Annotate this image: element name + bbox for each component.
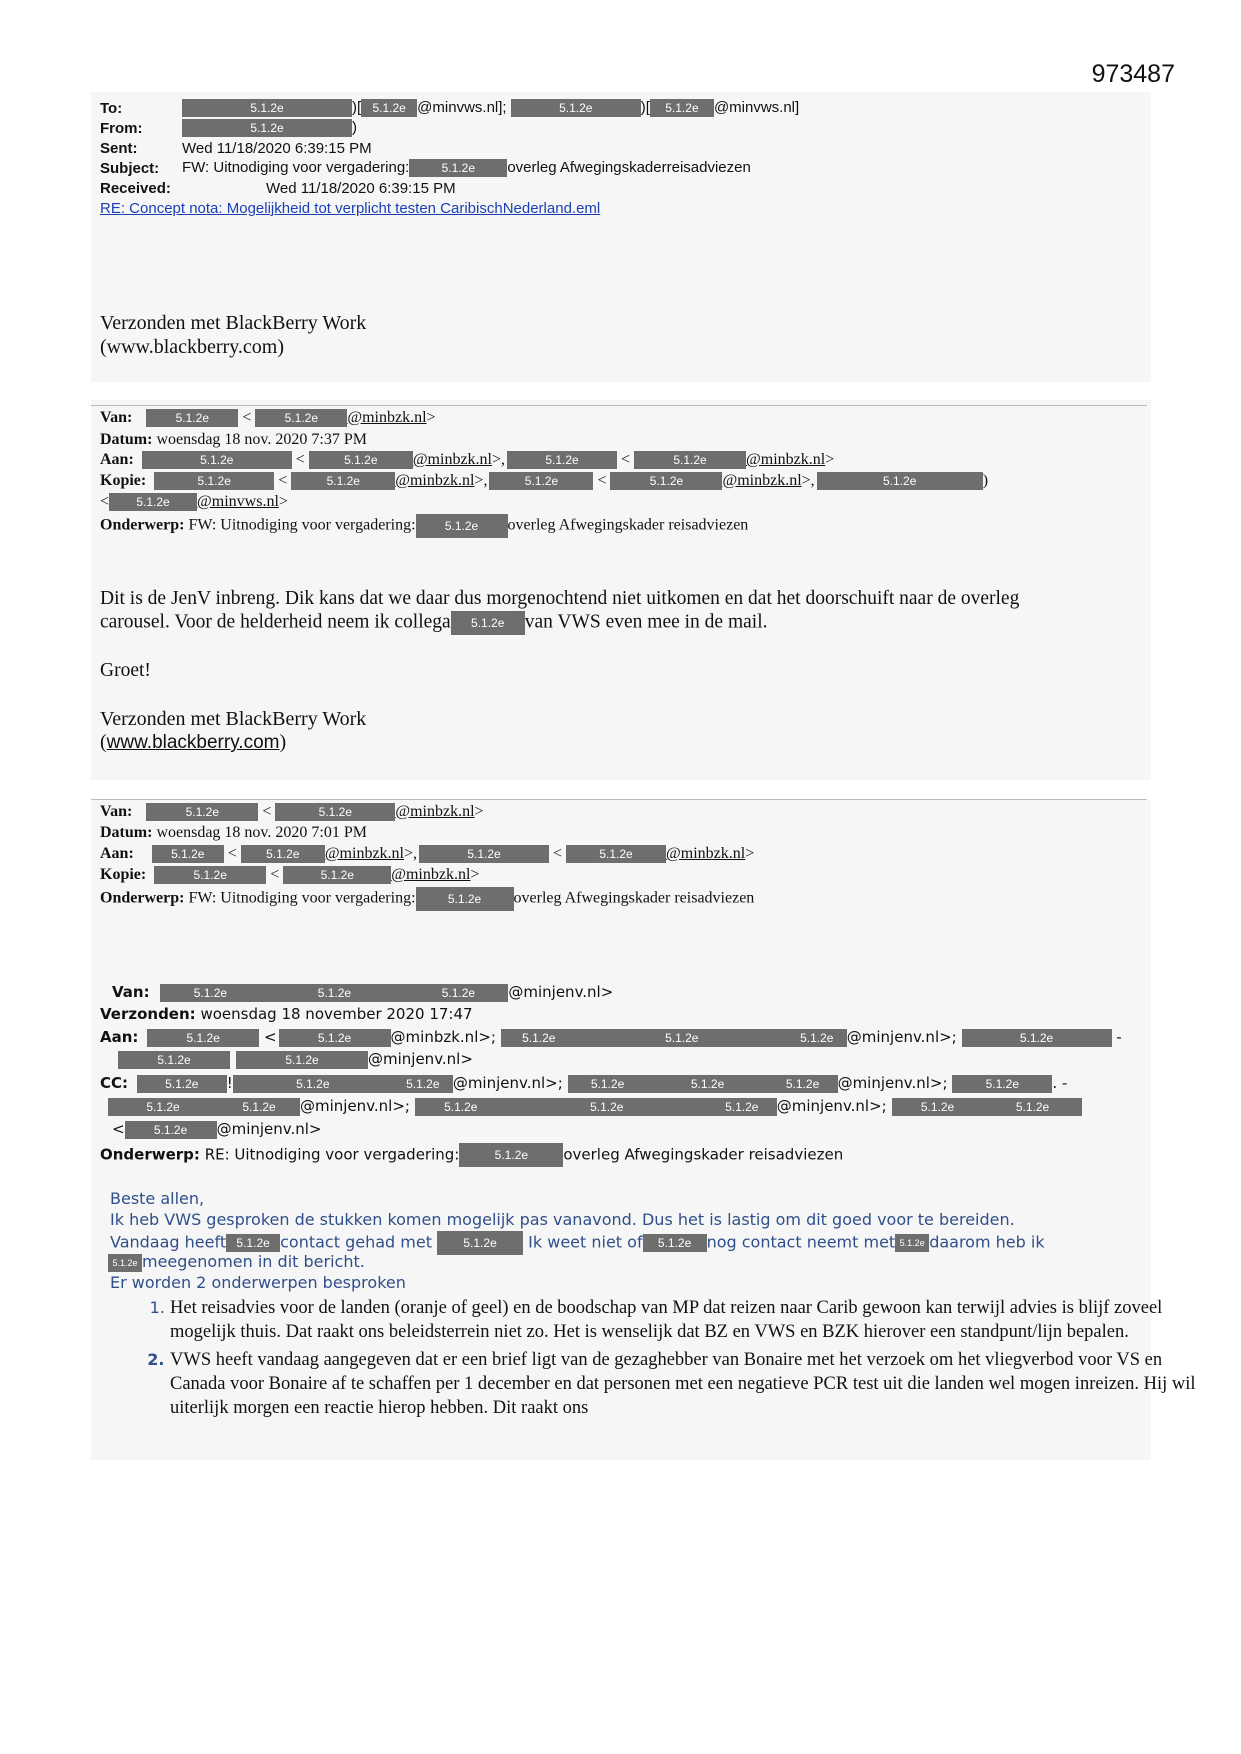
redaction: 5.1.2e <box>566 845 666 863</box>
email-address[interactable]: @minbzk.nl <box>347 409 427 426</box>
msg2-aan-row: Aan: 5.1.2e < 5.1.2e @minbzk.nl>, 5.1.2e < 5.1.2e @minbzk.nl> <box>100 845 755 862</box>
redaction: 5.1.2e <box>154 866 266 884</box>
attachment-link[interactable]: RE: Concept nota: Mogelijkheid tot verplicht testen CaribischNederland.eml <box>100 200 601 217</box>
redaction: 5.1.2e <box>279 1029 391 1047</box>
redaction: 5.1.2e <box>415 1098 507 1116</box>
redaction: 5.1.2e <box>108 1098 218 1116</box>
to-label: To: <box>100 100 123 117</box>
redaction: 5.1.2e <box>643 1234 707 1252</box>
redaction: 5.1.2e <box>451 611 525 635</box>
onderwerp-label: Onderwerp: <box>100 516 185 534</box>
header-subject-row <box>100 160 159 177</box>
redaction: 5.1.2e <box>118 1051 230 1069</box>
redaction: 5.1.2e <box>125 1121 217 1139</box>
msg3-verzonden-row <box>100 1005 473 1023</box>
redaction: 5.1.2e <box>146 803 258 821</box>
msg3-cc-row2 <box>108 1097 1082 1116</box>
redaction: 5.1.2e <box>507 1098 707 1116</box>
kopie-label: Kopie: <box>100 472 147 489</box>
onderwerp-suffix: overleg Afwegingskader reisadviezen <box>563 1145 844 1164</box>
redaction: 5.1.2e <box>408 984 508 1002</box>
email-address: @minjenv.nl>; <box>452 1074 563 1092</box>
redaction: 5.1.2e <box>137 1075 227 1093</box>
header-from-row <box>100 120 143 137</box>
signature-line: Verzonden met BlackBerry Work <box>100 708 367 730</box>
redaction: 5.1.2e <box>309 451 413 469</box>
redaction: 5.1.2e <box>255 409 347 427</box>
onderwerp-label: Onderwerp: <box>100 889 185 907</box>
kopie-label: Kopie: <box>100 866 147 883</box>
redaction: 5.1.2e <box>291 472 395 490</box>
datum-value: woensdag 18 nov. 2020 7:37 PM <box>156 431 367 448</box>
msg1-van-row: Van: 5.1.2e < 5.1.2e @minbzk.nl> <box>100 409 436 426</box>
redaction: 5.1.2e <box>393 1075 453 1093</box>
redaction: 5.1.2e <box>984 1098 1082 1116</box>
sent-label: Sent: <box>100 140 138 157</box>
redaction: 5.1.2e <box>459 1143 563 1167</box>
redaction: 5.1.2e <box>218 1098 300 1116</box>
msg2-onderwerp-row <box>100 887 754 911</box>
redaction: 5.1.2e <box>236 1051 368 1069</box>
list-item: 1. Het reisadvies voor de landen (oranje of geel) en de boodschap van MP dat reizen naar Carib gewoon kan terwijl advies is blijf zoveel mogelijk thuis. Dat raakt ons beleidsterrein niet zo. Het is wenselijk dat BZ en VWS en BZK hierover een standpunt/lijn bepalen. <box>170 1296 1200 1344</box>
van-label: Van: <box>112 983 150 1001</box>
msg3-van-row <box>112 983 613 1002</box>
msg3-aan-row2 <box>118 1050 473 1069</box>
aan-label: Aan: <box>100 845 134 862</box>
separator <box>91 799 1147 800</box>
msg1-onderwerp-row <box>100 514 748 538</box>
verzonden-value: woensdag 18 november 2020 17:47 <box>200 1005 473 1023</box>
onderwerp-suffix: overleg Afwegingskader reisadviezen <box>507 516 749 534</box>
redaction: 5.1.2e <box>577 1029 787 1047</box>
aan-label: Aan: <box>100 451 134 468</box>
email-address[interactable]: @minbzk.nl <box>391 866 471 883</box>
msg3-paragraph <box>108 1252 365 1272</box>
email-address[interactable]: @minbzk.nl <box>746 451 826 468</box>
subject-label: Subject: <box>100 160 160 177</box>
verzonden-label: Verzonden: <box>100 1005 196 1023</box>
redaction: 5.1.2e <box>108 1254 142 1272</box>
received-label: Received: <box>100 180 171 197</box>
redaction: 5.1.2e <box>241 845 325 863</box>
redaction: 5.1.2e <box>507 451 617 469</box>
redaction: 5.1.2e <box>707 1098 777 1116</box>
redaction: 5.1.2e <box>154 472 274 490</box>
redaction: 5.1.2e <box>895 1234 929 1252</box>
msg3-paragraph: Er worden 2 onderwerpen besproken <box>110 1273 406 1292</box>
onderwerp-prefix: RE: Uitnodiging voor vergadering: <box>204 1145 460 1164</box>
redaction: 5.1.2e <box>648 1075 768 1093</box>
msg3-cc-row: CC: 5.1.2e ! 5.1.2e 5.1.2e @minjenv.nl>; 5.1.2e 5.1.2e 5.1.2e @minjenv.nl>; 5.1.2e . - <box>100 1074 1068 1092</box>
msg2-datum-row <box>100 824 367 842</box>
redaction: 5.1.2e <box>182 119 352 137</box>
redaction: 5.1.2e <box>109 493 197 511</box>
msg3-greeting: Beste allen, <box>110 1189 205 1208</box>
aan-label: Aan: <box>100 1028 139 1046</box>
msg3-cc-row3: < 5.1.2e @minjenv.nl> <box>112 1120 322 1138</box>
redaction: 5.1.2e <box>634 451 746 469</box>
body-text: meegenomen in dit bericht. <box>142 1252 365 1271</box>
body-text: daarom heb ik <box>929 1232 1045 1252</box>
redaction: 5.1.2e <box>160 984 260 1002</box>
onderwerp-prefix: FW: Uitnodiging voor vergadering: <box>188 516 416 534</box>
redaction: 5.1.2e <box>283 866 391 884</box>
header-sent-row <box>100 140 138 157</box>
redaction: 5.1.2e <box>437 1231 523 1255</box>
redaction: 5.1.2e <box>233 1075 393 1093</box>
redaction: 5.1.2e <box>952 1075 1052 1093</box>
header-received-row <box>100 180 171 197</box>
redaction: 5.1.2e <box>419 845 549 863</box>
topics-list <box>100 1296 1200 1424</box>
redaction: 5.1.2e <box>787 1029 847 1047</box>
datum-value: woensdag 18 nov. 2020 7:01 PM <box>156 824 367 841</box>
subject-value <box>182 159 751 177</box>
redaction: 5.1.2e <box>650 99 714 117</box>
cc-label: CC: <box>100 1074 129 1092</box>
email-address: @minjenv.nl> <box>508 983 614 1001</box>
email-address[interactable]: @minbzk.nl <box>395 803 475 820</box>
redaction: 5.1.2e <box>501 1029 577 1047</box>
email-address: @minjenv.nl>; <box>300 1097 410 1115</box>
header-from-value: 5.1.2e ) <box>182 119 357 137</box>
email-address[interactable]: @minbzk.nl <box>412 451 492 468</box>
email-address[interactable]: @minbzk.nl <box>395 472 475 489</box>
redaction: 5.1.2e <box>147 1029 259 1047</box>
redaction: 5.1.2e <box>361 99 417 117</box>
subject-suffix: overleg Afwegingskaderreisadviezen <box>507 159 751 176</box>
signature-url: (www.blackberry.com) <box>100 731 287 753</box>
msg1-datum-row <box>100 431 367 449</box>
msg3-onderwerp-row <box>100 1143 843 1167</box>
msg1-body-line1: Dit is de JenV inbreng. Dik kans dat we daar dus morgenochtend niet uitkomen en dat het doorschuift naar de overleg <box>100 588 1020 609</box>
email-address: @minjenv.nl>; <box>837 1074 948 1092</box>
msg3-aan-row: Aan: 5.1.2e < 5.1.2e @minbzk.nl>; 5.1.2e 5.1.2e 5.1.2e @minjenv.nl>; 5.1.2e - <box>100 1028 1122 1046</box>
redaction: 5.1.2e <box>416 887 514 911</box>
email-address: @minjenv.nl> <box>368 1050 473 1068</box>
redaction: 5.1.2e <box>275 803 395 821</box>
signature-line: Verzonden met BlackBerry Work <box>100 312 367 334</box>
redaction: 5.1.2e <box>152 845 224 863</box>
separator <box>91 405 1147 406</box>
datum-label: Datum: <box>100 431 153 448</box>
email-address[interactable]: @minbzk.nl <box>722 472 802 489</box>
datum-label: Datum: <box>100 824 153 841</box>
greeting-groet: Groet! <box>100 660 151 681</box>
msg1-aan-row: Aan: 5.1.2e < 5.1.2e @minbzk.nl>, 5.1.2e < 5.1.2e @minbzk.nl> <box>100 451 835 468</box>
body-text: van VWS even mee in de mail. <box>524 611 768 633</box>
header-to-row <box>100 100 122 117</box>
received-value: Wed 11/18/2020 6:39:15 PM <box>266 180 456 197</box>
redaction: 5.1.2e <box>416 514 508 538</box>
redaction: 5.1.2e <box>817 472 983 490</box>
redaction: 5.1.2e <box>892 1098 984 1116</box>
email-address[interactable]: @minbzk.nl <box>666 845 746 862</box>
sent-value: Wed 11/18/2020 6:39:15 PM <box>182 140 372 157</box>
onderwerp-prefix: FW: Uitnodiging voor vergadering: <box>188 889 416 907</box>
redaction: 5.1.2e <box>260 984 408 1002</box>
onderwerp-suffix: overleg Afwegingskader reisadviezen <box>513 889 755 907</box>
email-address: @minbzk.nl>; <box>390 1028 496 1046</box>
redaction: 5.1.2e <box>226 1234 280 1252</box>
from-label: From: <box>100 120 143 137</box>
onderwerp-label: Onderwerp: <box>100 1145 200 1164</box>
to-address: @minvws.nl] <box>713 99 800 116</box>
redaction: 5.1.2e <box>568 1075 648 1093</box>
subject-prefix: FW: Uitnodiging voor vergadering: <box>182 159 410 176</box>
redaction: 5.1.2e <box>768 1075 838 1093</box>
body-text: carousel. Voor de helderheid neem ik collega <box>100 611 451 633</box>
msg3-paragraph: Ik heb VWS gesproken de stukken komen mogelijk pas vanavond. Dus het is lastig om dit goed voor te bereiden. <box>110 1210 1015 1229</box>
msg2-van-row: Van: 5.1.2e < 5.1.2e @minbzk.nl> <box>100 803 484 820</box>
redaction: 5.1.2e <box>610 472 722 490</box>
email-address[interactable]: @minbzk.nl <box>324 845 404 862</box>
body-text: Vandaag heeft <box>110 1232 227 1252</box>
redaction: 5.1.2e <box>409 159 507 177</box>
email-address: @minjenv.nl>; <box>846 1028 957 1046</box>
to-address: @minvws.nl]; <box>417 99 507 116</box>
blackberry-link[interactable]: www.blackberry.com <box>106 732 280 753</box>
redaction: 5.1.2e <box>511 99 641 117</box>
email-address[interactable]: @minvws.nl <box>197 493 279 510</box>
email-address: @minjenv.nl> <box>216 1120 322 1138</box>
document-number: 973487 <box>1091 60 1175 88</box>
msg1-kopie-row2: < 5.1.2e @minvws.nl> <box>100 493 288 510</box>
redaction: 5.1.2e <box>489 472 593 490</box>
redaction: 5.1.2e <box>182 99 352 117</box>
email-address: @minjenv.nl>; <box>776 1097 887 1115</box>
body-text: Ik weet niet of <box>528 1232 643 1252</box>
body-text: nog contact neemt met <box>706 1232 896 1252</box>
msg1-body-line2 <box>100 611 767 635</box>
msg1-kopie-row: Kopie: 5.1.2e < 5.1.2e @minbzk.nl>, 5.1.2e < 5.1.2e @minbzk.nl>, 5.1.2e ) <box>100 472 989 489</box>
msg2-kopie-row: Kopie: 5.1.2e < 5.1.2e @minbzk.nl> <box>100 866 480 883</box>
redaction: 5.1.2e <box>962 1029 1112 1047</box>
redaction: 5.1.2e <box>146 409 238 427</box>
van-label: Van: <box>100 409 133 426</box>
redaction: 5.1.2e <box>142 451 292 469</box>
signature-url: (www.blackberry.com) <box>100 336 284 358</box>
header-to-value: 5.1.2e )[ 5.1.2e @minvws.nl]; 5.1.2e )[ 5.1.2e @minvws.nl] <box>182 99 799 117</box>
list-item: 2. VWS heeft vandaag aangegeven dat er een brief ligt van de gezaghebber van Bonaire met het verzoek om het vliegverbod voor VS en Canada voor Bonaire af te schaffen per 1 december en dat personen met een negatieve PCR test uit die landen wel mogen inreizen. Hij wil uiterlijk morgen een reactie hierop hebben. Dit raakt ons <box>170 1348 1200 1420</box>
van-label: Van: <box>100 803 133 820</box>
body-text: contact gehad met <box>280 1232 432 1252</box>
